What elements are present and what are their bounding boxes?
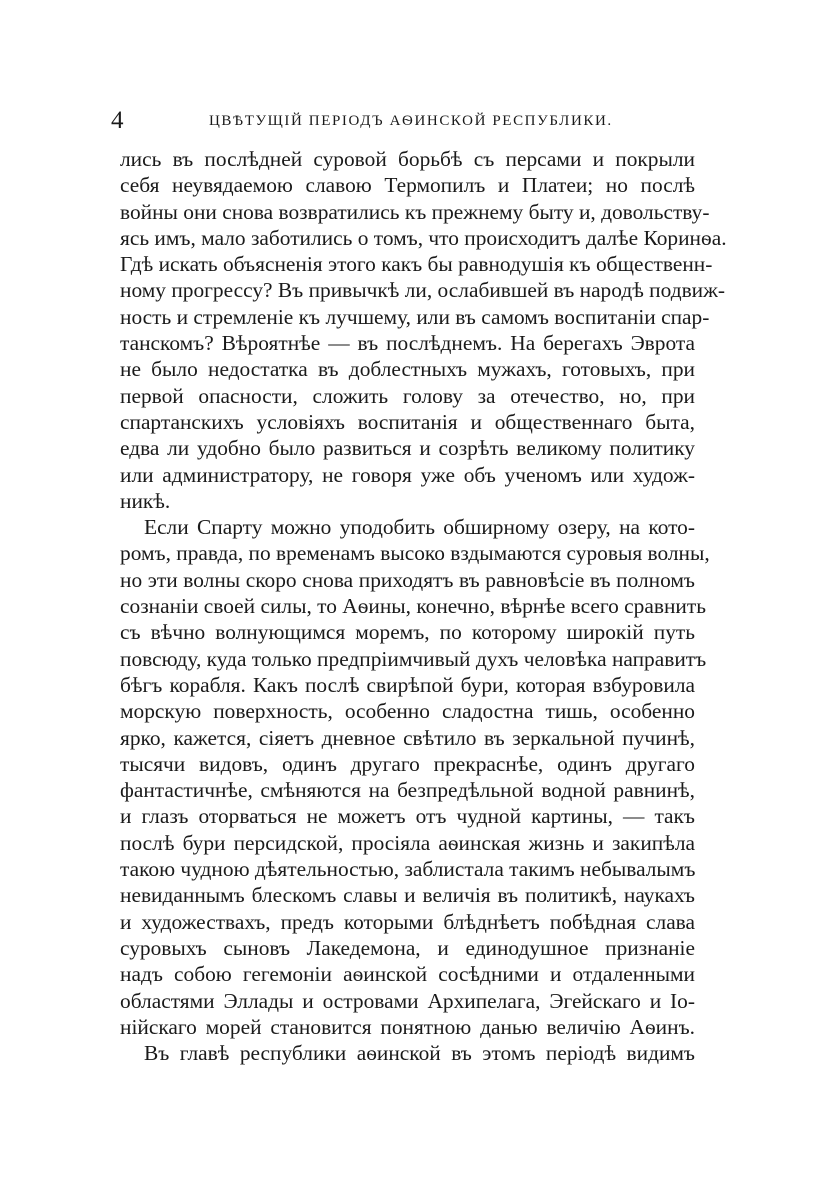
text-line: суровыхъ сыновъ Лакедемона, и единодушное признаніе xyxy=(120,935,695,960)
text-line: Въ главѣ республики аѳинской въ этомъ періодѣ видимъ xyxy=(144,1041,695,1066)
text-line: и глазъ оторваться не можетъ отъ чудной картины, — такъ xyxy=(120,804,695,829)
text-line: ному прогрессу? Въ привычкѣ ли, ослабившей въ народѣ подвиж- xyxy=(120,278,726,303)
text-line: едва ли удобно было развиться и созрѣть великому политику xyxy=(120,436,695,461)
body-text xyxy=(120,146,727,1066)
page-number: 4 xyxy=(111,107,124,134)
text-line: ромъ, правда, по временамъ высоко вздымаются суровыя волны, xyxy=(120,541,710,566)
text-line: лись въ послѣдней суровой борьбѣ съ персами и покрыли xyxy=(120,147,695,171)
text-line: ясь имъ, мало заботились о томъ, что происходитъ далѣе Коринѳа. xyxy=(120,225,727,250)
text-line: такою чудною дѣятельностью, заблистала такимъ небывалымъ xyxy=(120,857,696,882)
page-header xyxy=(111,106,703,136)
running-title: ЦВѢТУЩІЙ ПЕРІОДЪ АѲИНСКОЙ РЕСПУБЛИКИ. xyxy=(209,113,613,129)
text-line: первой опасности, сложить голову за отечество, но, при xyxy=(120,383,695,408)
text-line: нійскаго морей становится понятною данью величію Аѳинъ. xyxy=(120,1014,695,1039)
text-line: невиданнымъ блескомъ славы и величія въ политикѣ, наукахъ xyxy=(120,883,695,908)
text-line: себя неувядаемою славою Термопилъ и Платеи; но послѣ xyxy=(120,173,695,198)
text-line: морскую поверхность, особенно сладостна тишь, особенно xyxy=(120,699,695,724)
text-line: не было недостатка въ доблестныхъ мужахъ, готовыхъ, при xyxy=(120,357,695,382)
text-line: Гдѣ искать объясненія этого какъ бы равнодушія къ общественн- xyxy=(120,252,713,277)
text-line: областями Эллады и островами Архипелага, Эгейскаго и Іо- xyxy=(120,988,695,1013)
paragraph xyxy=(120,146,727,514)
text-line: танскомъ? Вѣроятнѣе — въ послѣднемъ. На берегахъ Эврота xyxy=(120,331,695,356)
text-line: послѣ бури персидской, просіяла аѳинская жизнь и закипѣла xyxy=(120,830,695,855)
paragraph xyxy=(120,1040,695,1066)
text-line: надъ собою гегемоніи аѳинской сосѣдними и отдаленными xyxy=(120,962,695,987)
text-line: или администратору, не говоря уже объ ученомъ или худож- xyxy=(120,462,695,487)
text-line: но эти волны скоро снова приходятъ въ равновѣсіе въ полномъ xyxy=(120,567,695,592)
paragraph xyxy=(120,514,710,1040)
text-line: съ вѣчно волнующимся моремъ, по которому широкій путь xyxy=(120,620,695,645)
text-line: и художествахъ, предъ которыми блѣднѣетъ побѣдная слава xyxy=(120,909,695,934)
text-line: ярко, кажется, сіяетъ дневное свѣтило въ зеркальной пучинѣ, xyxy=(120,725,695,750)
text-line: тысячи видовъ, одинъ другаго прекраснѣе, одинъ другаго xyxy=(120,751,695,776)
text-line: никѣ. xyxy=(120,488,171,513)
text-line: сознаніи своей силы, то Аѳины, конечно, вѣрнѣе всего сравнить xyxy=(120,594,706,619)
text-line: бѣгъ корабля. Какъ послѣ свирѣпой бури, которая взбуровила xyxy=(120,672,695,697)
text-line: спартанскихъ условіяхъ воспитанія и общественнаго быта, xyxy=(120,409,695,434)
text-line: ность и стремленіе къ лучшему, или въ самомъ воспитаніи спар- xyxy=(120,304,710,329)
text-line: фантастичнѣе, смѣняются на безпредѣльной водной равнинѣ, xyxy=(120,778,695,803)
text-line: Если Спарту можно уподобить обширному озеру, на кото- xyxy=(144,515,695,540)
text-line: повсюду, куда только предпріимчивый духъ человѣка направитъ xyxy=(120,646,707,671)
text-line: войны они снова возвратились къ прежнему быту и, довольству- xyxy=(120,199,710,224)
